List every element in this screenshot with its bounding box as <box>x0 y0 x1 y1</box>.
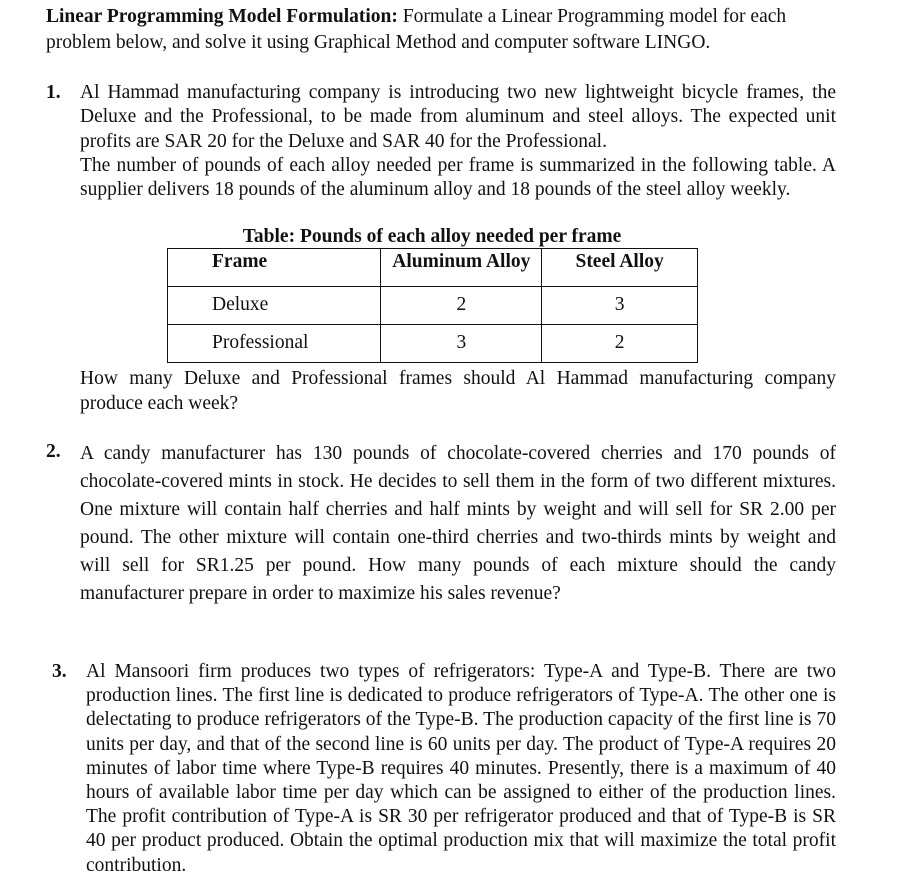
problem-text: Al Mansoori firm produces two types of refrigerators: Type-A and Type-B. There are two production lines. The first line is dedicated to produce refrigerators of Type-A. The other one is delectating to produce refrigerators of the Type-B. The production capacity of the first line is 70 units per day, and that of the second line is 60 units per day. The product of Type-A requires 20 minutes of labor time where Type-B requires 40 minutes. Presently, there is a maximum of 40 hours of available labor time per day which can be assigned to either of the production lines. The profit contribution of Type-A is SR 30 per refrigerator produced and that of Type-B is SR 40 per product produced. Obtain the optimal production mix that will maximize the total profit contribution. <box>86 661 836 876</box>
problem-text <box>80 81 836 202</box>
table-cell: Professional <box>168 325 381 363</box>
intro-heading: Linear Programming Model Formulation: <box>46 6 398 27</box>
table-cell: 2 <box>542 325 698 363</box>
table-header-cell: Frame <box>168 249 381 287</box>
problem-number: 1. <box>46 82 61 103</box>
table-header-cell: Steel Alloy <box>542 249 698 287</box>
problem-number: 3. <box>52 661 67 682</box>
problem-1-paragraph-b: The number of pounds of each alloy needed per frame is summarized in the following table. A supplier delivers 18 pounds of the aluminum alloy and 18 pounds of the steel alloy weekly. <box>80 154 836 201</box>
problem-number: 2. <box>46 441 61 462</box>
alloy-table <box>167 248 698 363</box>
table-cell: Deluxe <box>168 287 381 325</box>
problem-text: A candy manufacturer has 130 pounds of chocolate-covered cherries and 170 pounds of chocolate-covered mints in stock. He decides to sell them in the form of two different mixtures. One mixture will contain half cherries and half mints by weight and will sell for SR 2.00 per pound. The other mixture will contain one-third cherries and two-thirds mints by weight and will sell for SR1.25 per pound. How many pounds of each mixture should the candy manufacturer prepare in order to maximize his sales revenue? <box>80 443 836 604</box>
table-row <box>168 325 698 363</box>
table-cell: 2 <box>381 287 542 325</box>
problem-1-paragraph-a: Al Hammad manufacturing company is introducing two new lightweight bicycle frames, the Deluxe and the Professional, to be made from aluminum and steel alloys. The expected unit profits are SAR 20 for the Deluxe and SAR 40 for the Professional. <box>80 82 836 152</box>
table-caption: Table: Pounds of each alloy needed per frame <box>242 226 622 247</box>
table-row <box>168 287 698 325</box>
problem-1-question: How many Deluxe and Professional frames should Al Hammad manufacturing company produce each week? <box>80 368 836 414</box>
table-header-row <box>168 249 698 287</box>
table-header-cell: Aluminum Alloy <box>381 249 542 287</box>
intro-text: Formulate a Linear Programming model for each problem below, and solve it using Graphical Method and computer software LINGO. <box>46 6 787 53</box>
table-cell: 3 <box>542 287 698 325</box>
intro-paragraph <box>46 4 846 56</box>
table-cell: 3 <box>381 325 542 363</box>
